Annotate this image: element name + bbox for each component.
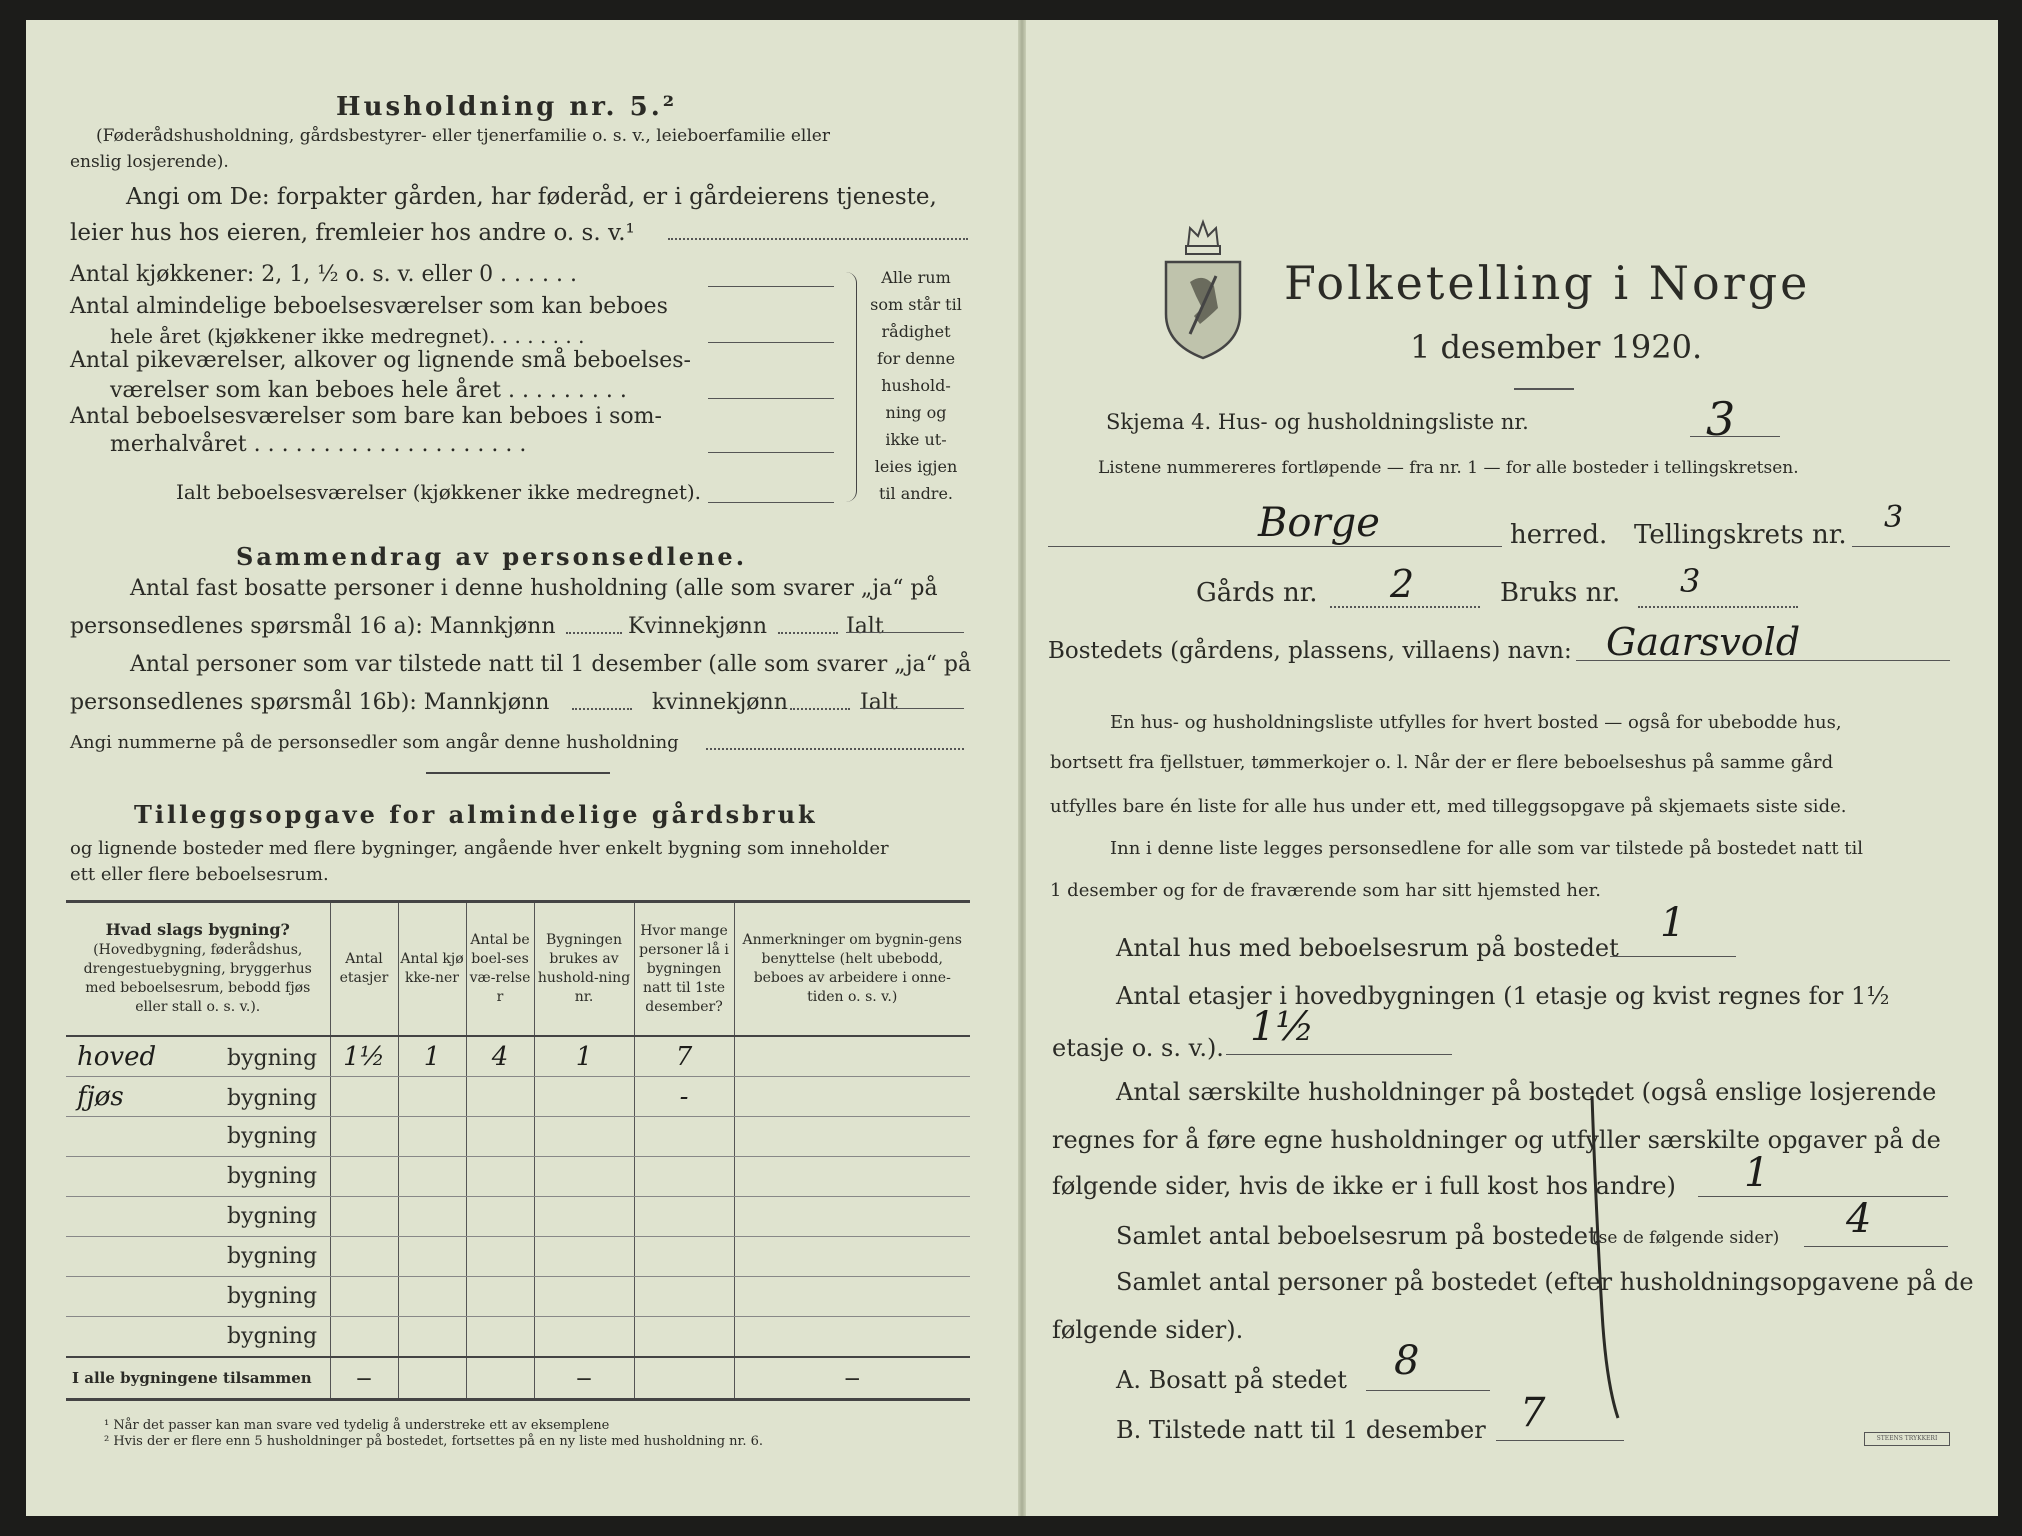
bruks-value: 3 [1680, 562, 1701, 600]
rooms-line-2: Antal almindelige beboelsesværelser som kan beboes [70, 294, 668, 319]
q-rum-line [1804, 1246, 1948, 1247]
cell-hush [534, 1277, 634, 1317]
bosted-label: Bostedets (gårdens, plassens, villaens) navn: [1048, 638, 1572, 664]
cell-vaerelser [466, 1157, 534, 1197]
b-value: 7 [1520, 1390, 1546, 1436]
instruction-2: bortsett fra fjellstuer, tømmerkojer o. l. Når der er flere beboelseshus på samme gård [1050, 752, 1834, 773]
cell-personer: 7 [634, 1036, 734, 1077]
q-hush-line-1: Antal særskilte husholdninger på bostedet (også enslige losjerende [1116, 1078, 1937, 1106]
building-suffix: bygning [227, 1204, 318, 1229]
brace [846, 272, 857, 502]
cell-kjokkener [398, 1277, 466, 1317]
summary-line-4: personsedlenes spørsmål 16b): Mannkjønn [70, 690, 550, 715]
cell-hush [534, 1237, 634, 1277]
cell-kjokkener [398, 1157, 466, 1197]
footnote-1: ¹ Når det passer kan man svare ved tydelig å understreke ett av eksemplene [104, 1418, 610, 1433]
cell-hush [534, 1197, 634, 1237]
instruction-3: utfylles bare én liste for alle hus under ett, med tilleggsopgave på skjemaets siste side. [1050, 796, 1847, 817]
cell-personer [634, 1157, 734, 1197]
kvinne-16a-line [778, 632, 838, 634]
cell-etasjer: 1½ [330, 1036, 398, 1077]
ialt-16b-line [860, 708, 964, 709]
a-label: A. Bosatt på stedet [1116, 1366, 1347, 1394]
building-suffix: bygning [227, 1124, 318, 1149]
q-etasjer-line-2: etasje o. s. v.). [1052, 1034, 1224, 1062]
cell-vaerelser [466, 1237, 534, 1277]
gards-line [1330, 606, 1480, 608]
bruks-line [1638, 606, 1798, 608]
cell-hush: 1 [534, 1036, 634, 1077]
cell-vaerelser [466, 1077, 534, 1117]
q-etasjer-line-1: Antal etasjer i hovedbygningen (1 etasje og kvist regnes for 1½ [1116, 982, 1890, 1010]
cell-kjokkener [398, 1317, 466, 1358]
q-pers-line-2: følgende sider). [1052, 1316, 1244, 1344]
table-row [66, 1077, 970, 1117]
building-type-value: hoved [77, 1041, 157, 1072]
cell-anm [734, 1077, 970, 1117]
numbering-note: Listene nummereres fortløpende — fra nr. 1 — for alle bosteder i tellingskretsen. [1098, 458, 1799, 478]
cell-etasjer [330, 1197, 398, 1237]
q-hush-line [1698, 1196, 1948, 1197]
tillegg-line-2: ett eller flere beboelsesrum. [70, 864, 329, 885]
cell-vaerelser: 4 [466, 1036, 534, 1077]
building-suffix: bygning [227, 1045, 318, 1071]
kvinne-16a-label: Kvinnekjønn [628, 614, 767, 639]
total-row [66, 1357, 970, 1400]
col-anmerkninger-header: Anmerkninger om bygnin-gens benyttelse (helt ubebodd, beboes av arbeidere i onne-tiden o. s. v.) [734, 902, 970, 1037]
table-row [66, 1277, 970, 1317]
krets-value: 3 [1884, 500, 1904, 535]
total-etasjer: — [330, 1357, 398, 1400]
krets-line [1852, 546, 1950, 547]
angi-fill-line [668, 238, 968, 240]
schema-label: Skjema 4. Hus- og husholdningsliste nr. [1106, 410, 1529, 434]
a-line [1366, 1390, 1490, 1391]
intro-line-2: enslig losjerende). [70, 152, 229, 172]
cell-etasjer [330, 1117, 398, 1157]
q-hush-line-3: følgende sider, hvis de ikke er i full kost hos andre) [1052, 1172, 1676, 1200]
angi-line-2: leier hus hos eieren, fremleier hos andre o. s. v.¹ [70, 220, 635, 246]
col-vaerelser-header: Antal beboel-sesvæ-relser [466, 902, 534, 1037]
cell-personer: - [634, 1077, 734, 1117]
cell-hush [534, 1117, 634, 1157]
building-suffix: bygning [227, 1284, 318, 1309]
building-type-cell [66, 1077, 330, 1117]
side-note: Alle rum som står til rådighet for denne hushold- ning og ikke ut- leies igjen til andre. [870, 268, 962, 503]
form-date: 1 desember 1920. [1410, 328, 1703, 366]
q-hush-line-2: regnes for å føre egne husholdninger og utfyller særskilte opgaver på de [1052, 1126, 1941, 1154]
table-row [66, 1237, 970, 1277]
table-header-row [66, 902, 970, 1037]
total-personer [634, 1357, 734, 1400]
mann-16a-line [566, 632, 622, 634]
tillegg-heading: Tilleggsopgave for almindelige gårdsbruk [134, 800, 818, 829]
kjokken-answer-line [708, 286, 834, 287]
footnote-2: ² Hvis der er flere enn 5 husholdninger på bostedet, fortsettes på en ny liste med husholdning nr. 6. [104, 1434, 764, 1449]
kvinne-16b-label: kvinnekjønn [652, 690, 788, 715]
cell-vaerelser [466, 1197, 534, 1237]
q-pers-line-1: Samlet antal personer på bostedet (efter husholdningsopgavene på de [1116, 1268, 1974, 1296]
summary-heading: Sammendrag av personsedlene. [236, 542, 748, 571]
building-type-cell [66, 1317, 330, 1358]
cell-personer [634, 1317, 734, 1358]
col-kjokkener-header: Antal kjøkke-ner [398, 902, 466, 1037]
total-kjokkener [398, 1357, 466, 1400]
cell-kjokkener: 1 [398, 1036, 466, 1077]
tillegg-line-1: og lignende bosteder med flere bygninger, angående hver enkelt bygning som inneholder [70, 838, 889, 859]
household-heading: Husholdning nr. 5.² [336, 92, 678, 122]
building-suffix: bygning [227, 1164, 318, 1189]
col-etasjer-header: Antal etasjer [330, 902, 398, 1037]
cell-etasjer [330, 1317, 398, 1358]
q-hus-line [1610, 956, 1736, 957]
col-bygning-header: Hvad slags bygning? (Hovedbygning, føderådshus, drengestuebygning, bryggerhus med beboelsesrum, bebodd fjøs eller stall o. s. v.). [66, 902, 330, 1037]
kvinne-16b-line [790, 708, 850, 710]
summary-line-2: personsedlenes spørsmål 16 a): Mannkjønn [70, 614, 556, 639]
building-suffix: bygning [227, 1244, 318, 1269]
rooms-line-4: Antal pikeværelser, alkover og lignende små beboelses- [70, 348, 691, 373]
col-husholdning-header: Bygningen brukes av hushold-ning nr. [534, 902, 634, 1037]
form-title: Folketelling i Norge [1284, 256, 1811, 310]
total-label: I alle bygningene tilsammen [66, 1357, 330, 1400]
total-anmerkninger: — [734, 1357, 970, 1400]
summary-line-3: Antal personer som var tilstede natt til 1 desember (alle som svarer „ja“ på [130, 652, 972, 677]
bruks-label: Bruks nr. [1500, 578, 1621, 608]
cell-hush [534, 1317, 634, 1358]
rooms-line-5: værelser som kan beboes hele året . . . . . . . . . [110, 378, 627, 403]
cell-etasjer [330, 1077, 398, 1117]
cell-anm [734, 1197, 970, 1237]
q-etasjer-value: 1½ [1250, 1004, 1315, 1050]
q-rum-label: Samlet antal beboelsesrum på bostedet [1116, 1222, 1598, 1250]
cell-personer [634, 1197, 734, 1237]
cell-anm [734, 1157, 970, 1197]
table-row [66, 1317, 970, 1358]
herred-label: herred. [1510, 520, 1608, 550]
table-row [66, 1157, 970, 1197]
coat-of-arms-icon [1160, 216, 1246, 362]
cell-hush [534, 1077, 634, 1117]
building-type-cell [66, 1036, 330, 1077]
q-etasjer-line [1226, 1054, 1452, 1055]
q-rum-note: (se de følgende sider) [1592, 1228, 1780, 1248]
cell-anm [734, 1237, 970, 1277]
col-personer-header: Hvor mange personer lå i bygningen natt til 1ste desember? [634, 902, 734, 1037]
page-fold [1018, 20, 1026, 1516]
sommer-answer-line [708, 452, 834, 453]
table-row [66, 1036, 970, 1077]
herred-value: Borge [1258, 500, 1380, 546]
b-label: B. Tilstede natt til 1 desember [1116, 1416, 1486, 1444]
cell-etasjer [330, 1157, 398, 1197]
q-rum-value: 4 [1846, 1196, 1872, 1242]
building-type-cell [66, 1197, 330, 1237]
bosted-value: Gaarsvold [1606, 620, 1801, 664]
title-rule [1514, 388, 1574, 390]
summary-line-1: Antal fast bosatte personer i denne husholdning (alle som svarer „ja“ på [130, 576, 938, 601]
personsedler-line [706, 748, 964, 750]
cell-vaerelser [466, 1117, 534, 1157]
pike-answer-line [708, 398, 834, 399]
cell-kjokkener [398, 1237, 466, 1277]
building-suffix: bygning [227, 1324, 318, 1349]
printer-stamp: STEENS TRYKKERI [1864, 1432, 1950, 1446]
cell-anm [734, 1277, 970, 1317]
rooms-line-7: merhalvåret . . . . . . . . . . . . . . . . . . . . [110, 432, 527, 457]
total-husholdning: — [534, 1357, 634, 1400]
ialt-rooms-label: Ialt beboelsesværelser (kjøkkener ikke medregnet). [176, 480, 702, 504]
q-hus-value: 1 [1660, 900, 1686, 946]
schema-value: 3 [1706, 392, 1736, 446]
rooms-line-3: hele året (kjøkkener ikke medregnet). . . . . . . . [110, 324, 585, 348]
cell-kjokkener [398, 1117, 466, 1157]
building-type-value: fjøs [77, 1081, 124, 1112]
beboelse-answer-line [708, 342, 834, 343]
instruction-1: En hus- og husholdningsliste utfylles for hvert bosted — også for ubebodde hus, [1110, 712, 1842, 733]
building-table [66, 900, 970, 1401]
total-vaerelser [466, 1357, 534, 1400]
cell-anm [734, 1317, 970, 1358]
angi-line-1: Angi om De: forpakter gården, har føderåd, er i gårdeierens tjeneste, [126, 184, 937, 210]
instruction-5: 1 desember og for de fraværende som har sitt hjemsted her. [1050, 880, 1601, 901]
pen-stroke-icon [1588, 1092, 1622, 1422]
a-value: 8 [1394, 1338, 1420, 1384]
cell-personer [634, 1277, 734, 1317]
cell-anm [734, 1117, 970, 1157]
b-line [1496, 1440, 1624, 1441]
rooms-line-6: Antal beboelsesværelser som bare kan beboes i som- [70, 404, 662, 429]
rooms-line-1: Antal kjøkkener: 2, 1, ½ o. s. v. eller 0 . . . . . . [70, 262, 577, 287]
building-type-cell [66, 1117, 330, 1157]
ialt-16b-label: Ialt [860, 690, 898, 715]
table-row [66, 1117, 970, 1157]
ialt-rooms-line [708, 502, 834, 503]
cell-personer [634, 1237, 734, 1277]
cell-kjokkener [398, 1077, 466, 1117]
cell-personer [634, 1117, 734, 1157]
ialt-16a-line [846, 632, 964, 633]
building-type-cell [66, 1237, 330, 1277]
building-type-cell [66, 1157, 330, 1197]
krets-label: Tellingskrets nr. [1634, 520, 1847, 550]
q-hus-label: Antal hus med beboelsesrum på bostedet [1116, 934, 1619, 962]
mann-16b-line [572, 708, 632, 710]
building-type-cell [66, 1277, 330, 1317]
cell-vaerelser [466, 1317, 534, 1358]
herred-line [1048, 546, 1502, 547]
table-row [66, 1197, 970, 1237]
cell-etasjer [330, 1237, 398, 1277]
gards-value: 2 [1390, 562, 1415, 606]
ialt-16a-label: Ialt [846, 614, 884, 639]
cell-anm [734, 1036, 970, 1077]
cell-vaerelser [466, 1277, 534, 1317]
divider [426, 772, 610, 774]
instruction-4: Inn i denne liste legges personsedlene for alle som var tilstede på bostedet natt til [1110, 838, 1864, 859]
building-suffix: bygning [227, 1085, 318, 1111]
cell-kjokkener [398, 1197, 466, 1237]
cell-etasjer [330, 1277, 398, 1317]
cell-hush [534, 1157, 634, 1197]
q-hush-value: 1 [1744, 1150, 1770, 1196]
summary-line-5: Angi nummerne på de personsedler som angår denne husholdning [70, 732, 679, 753]
intro-line-1: (Føderådshusholdning, gårdsbestyrer- eller tjenerfamilie o. s. v., leieboerfamilie eller [96, 126, 830, 146]
gards-label: Gårds nr. [1196, 578, 1318, 608]
